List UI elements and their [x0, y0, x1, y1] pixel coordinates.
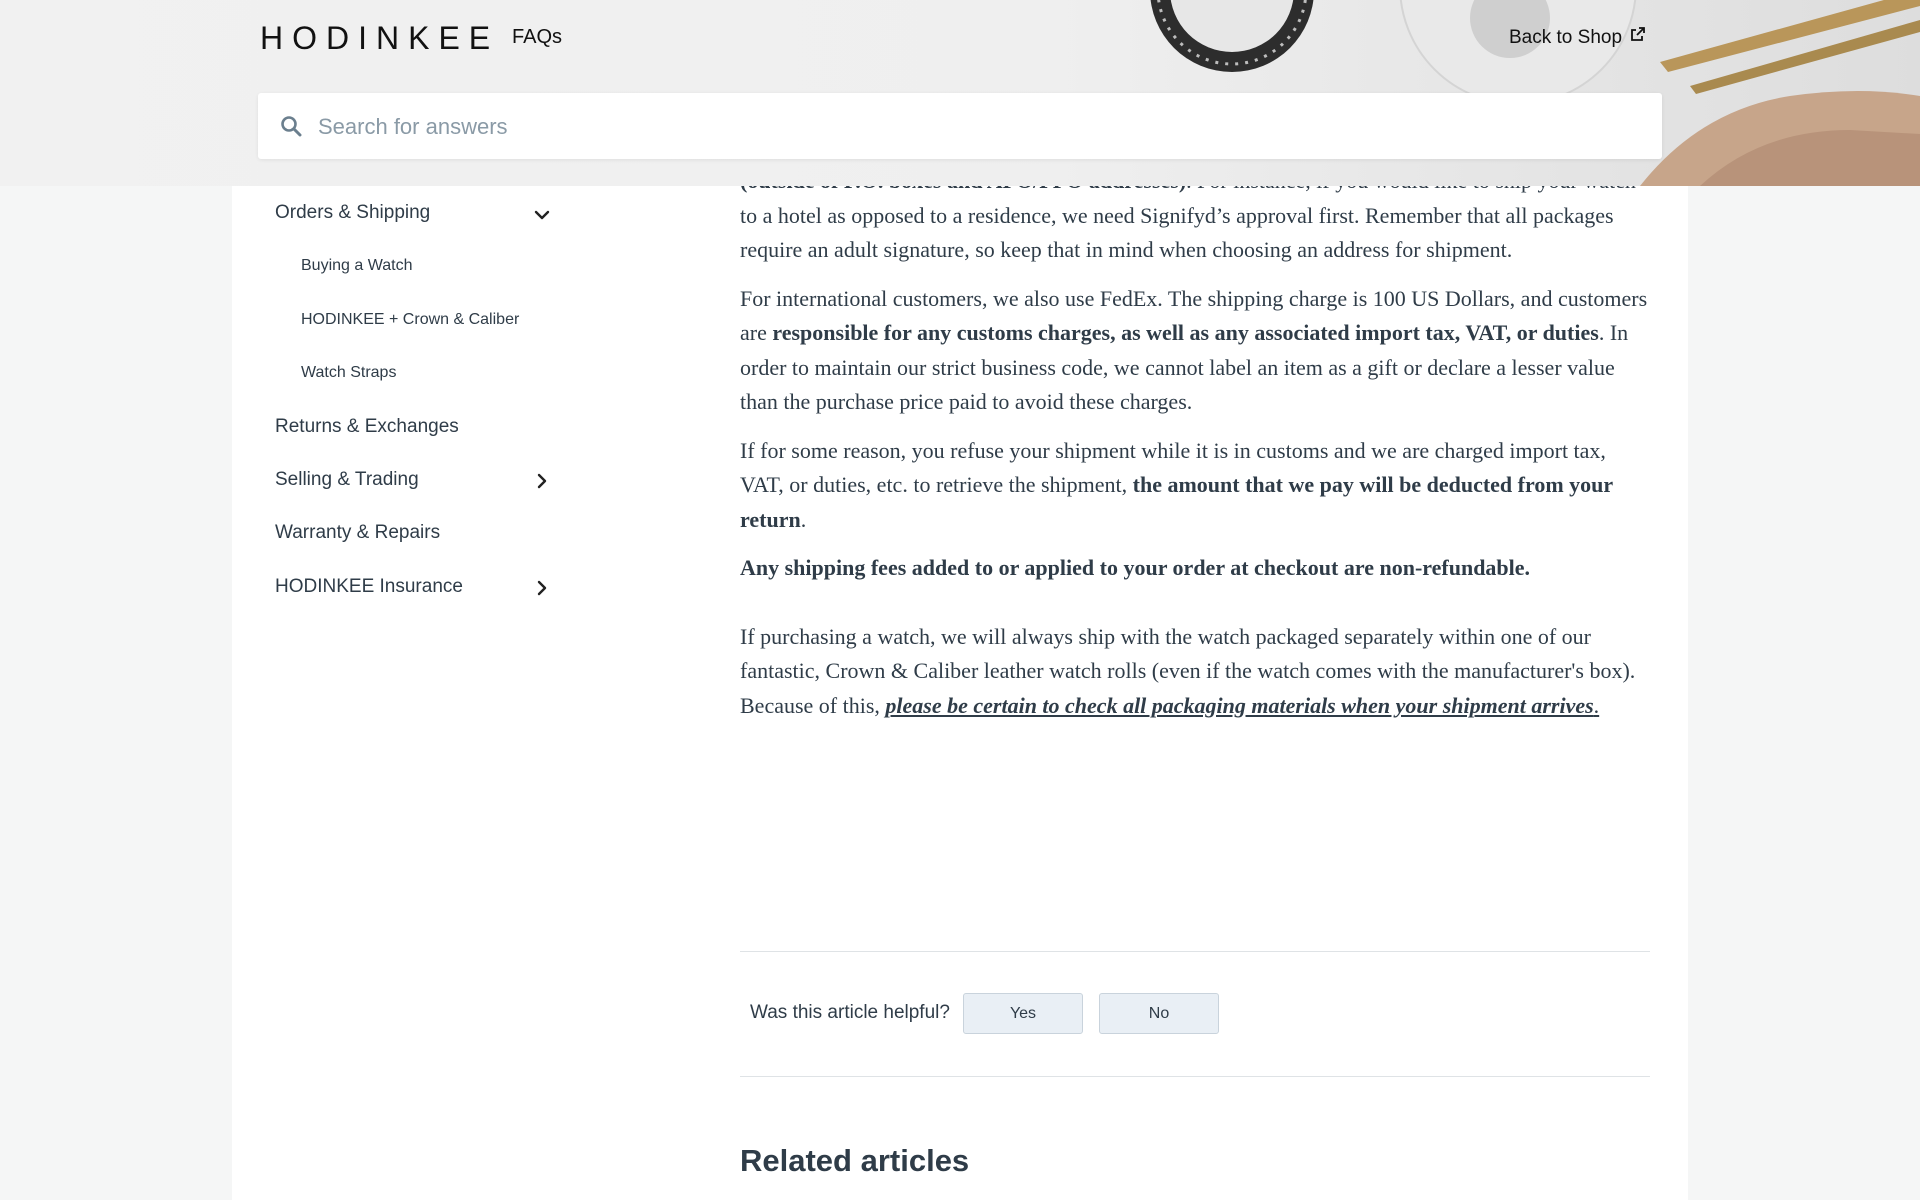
article-paragraph	[740, 282, 1650, 420]
sidebar-item-label: Watch Straps	[301, 364, 397, 381]
sidebar-item-watch-straps[interactable]	[301, 364, 396, 382]
article-text: to a hotel as opposed to a residence, we need Signifyd’s approval first. Remember that all packages require an adult signature, so keep that in mind when choosing an address for shipment.	[740, 202, 1614, 262]
article-paragraph	[740, 551, 1650, 586]
sidebar-item-label: HODINKEE + Crown & Caliber	[301, 311, 520, 328]
article-text: .	[1593, 692, 1600, 718]
back-to-shop-link[interactable]	[1509, 26, 1646, 49]
sidebar-item-label: Selling & Trading	[275, 469, 419, 490]
article-text: .	[800, 506, 807, 532]
article-bold-text: responsible for any customs charges, as well as any associated import tax, VAT, or duties	[772, 320, 1599, 345]
search-input[interactable]	[316, 93, 1640, 161]
chevron-down-icon[interactable]	[533, 206, 551, 224]
chevron-right-icon[interactable]	[533, 579, 551, 597]
hodinkee-logo[interactable]: HODINKEE	[260, 20, 500, 56]
sidebar-item-hodinkee-insurance[interactable]	[275, 576, 463, 598]
article-paragraph	[740, 620, 1650, 724]
sidebar-item-orders-shipping[interactable]	[275, 202, 430, 224]
sidebar-item-selling-trading[interactable]	[275, 469, 419, 491]
article-bold-text: Any shipping fees added to or applied to your order at checkout are non-refundable.	[740, 555, 1531, 580]
sidebar-item-warranty-repairs[interactable]	[275, 522, 440, 544]
feedback-question: Was this article helpful?	[750, 1002, 950, 1023]
article-text: If for some reason, you refuse your shipment while it is in customs and we are charged import tax, VAT, or duties, etc. to retrieve the shipment,	[740, 437, 1606, 497]
search-icon	[280, 115, 302, 137]
sidebar-item-hodinkee-crown-caliber[interactable]	[301, 311, 519, 329]
chevron-right-icon[interactable]	[533, 472, 551, 490]
divider	[740, 951, 1650, 952]
sidebar-item-label: Orders & Shipping	[275, 202, 431, 223]
article-paragraph	[740, 434, 1650, 538]
sidebar-item-label: Buying a Watch	[301, 257, 413, 274]
article-text: If purchasing a watch, we will always ship with the watch packaged separately within one of our fantastic, Crown & Caliber leather watch rolls (even if the watch comes with the manufacturer's box). Because of this,	[740, 623, 1636, 718]
site-header	[0, 0, 1920, 186]
related-articles-heading: Related articles	[740, 1143, 970, 1178]
search-bar[interactable]	[258, 93, 1662, 159]
nav-faqs-link[interactable]: FAQs	[512, 26, 563, 48]
sidebar-item-label: Warranty & Repairs	[275, 522, 441, 543]
sidebar-item-label: Returns & Exchanges	[275, 416, 459, 437]
article-body	[740, 194, 1650, 737]
sidebar-item-buying-a-watch[interactable]	[301, 257, 412, 275]
article-text: For international customers, we also use FedEx. The shipping charge is 100 US Dollars, and customers are	[740, 285, 1648, 345]
sidebar-item-returns-exchanges[interactable]	[275, 416, 459, 438]
back-to-shop-label: Back to Shop	[1509, 27, 1623, 48]
divider	[740, 1076, 1650, 1077]
feedback-no-button[interactable]: No	[1099, 993, 1219, 1034]
feedback-yes-button[interactable]: Yes	[963, 993, 1083, 1034]
sidebar-item-label: HODINKEE Insurance	[275, 576, 463, 597]
article-bold-text: the amount that we pay will be deducted from your return	[740, 472, 1613, 532]
external-link-icon	[1630, 26, 1646, 42]
article-text: . In order to maintain our strict business code, we cannot label an item as a gift or declare a lesser value than the purchase price paid to avoid these charges.	[740, 320, 1629, 414]
article-emphasis-text: please be certain to check all packaging materials when your shipment arrives	[885, 692, 1594, 718]
